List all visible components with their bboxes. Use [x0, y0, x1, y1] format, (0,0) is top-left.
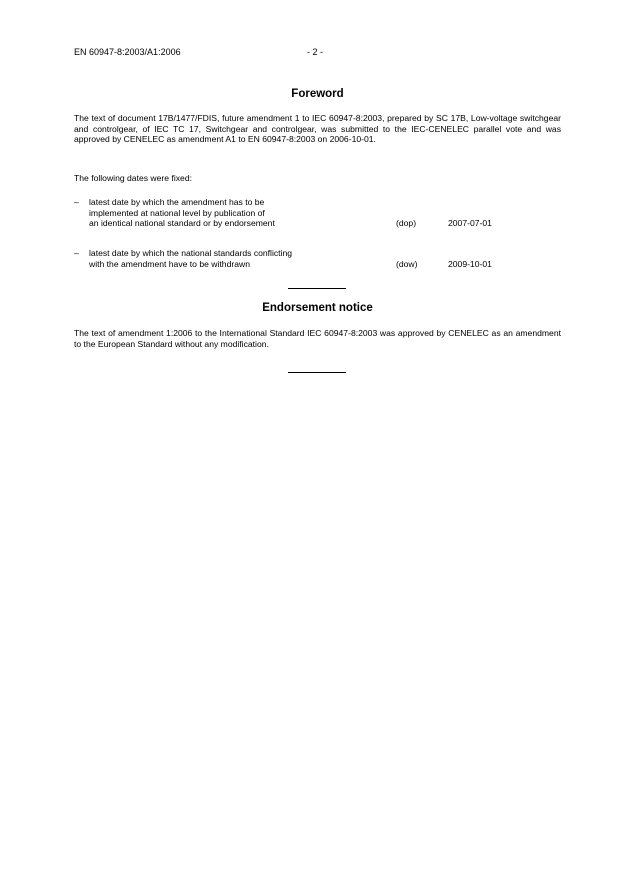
dates-intro: The following dates were fixed: [74, 173, 192, 183]
date-value: 2009-10-01 [448, 258, 492, 269]
date-item-description [89, 248, 389, 269]
description-line: latest date by which the national standards conflicting [89, 248, 293, 258]
date-value: 2007-07-01 [448, 218, 492, 228]
endorsement-title: Endorsement notice [262, 302, 373, 314]
date-abbreviation: (dop) [396, 218, 417, 228]
endorsement-paragraph: The text of amendment 1:2006 to the International Standard IEC 60947-8:2003 was approved by CENELEC as an amendment to the European Standard without any modification. [74, 328, 561, 349]
description-line: an identical national standard or by endorsement [89, 218, 275, 228]
date-abbreviation: (dow) [396, 258, 418, 269]
bullet-dash: – [74, 248, 79, 258]
description-line: latest date by which the amendment has to be [89, 197, 265, 207]
date-item-description [89, 197, 389, 229]
description-line: with the amendment have to be withdrawn [89, 258, 250, 269]
foreword-title: Foreword [291, 88, 344, 100]
bullet-dash: – [74, 197, 79, 207]
header-document-id: EN 60947-8:2003/A1:2006 [74, 47, 181, 57]
section-divider [288, 288, 346, 289]
description-line: implemented at national level by publication of [89, 207, 265, 218]
section-divider [288, 372, 346, 373]
foreword-paragraph: The text of document 17B/1477/FDIS, future amendment 1 to IEC 60947-8:2003, prepared by SC 17B, Low-voltage switchgear and controlgear, of IEC TC 17, Switchgear and controlgear, was submitted to the IEC-CENELEC parallel vote and was approved by CENELEC as amendment A1 to EN 60947-8:2003 on 2006-10-01. [74, 113, 561, 144]
header-page-number: - 2 - [307, 47, 324, 57]
